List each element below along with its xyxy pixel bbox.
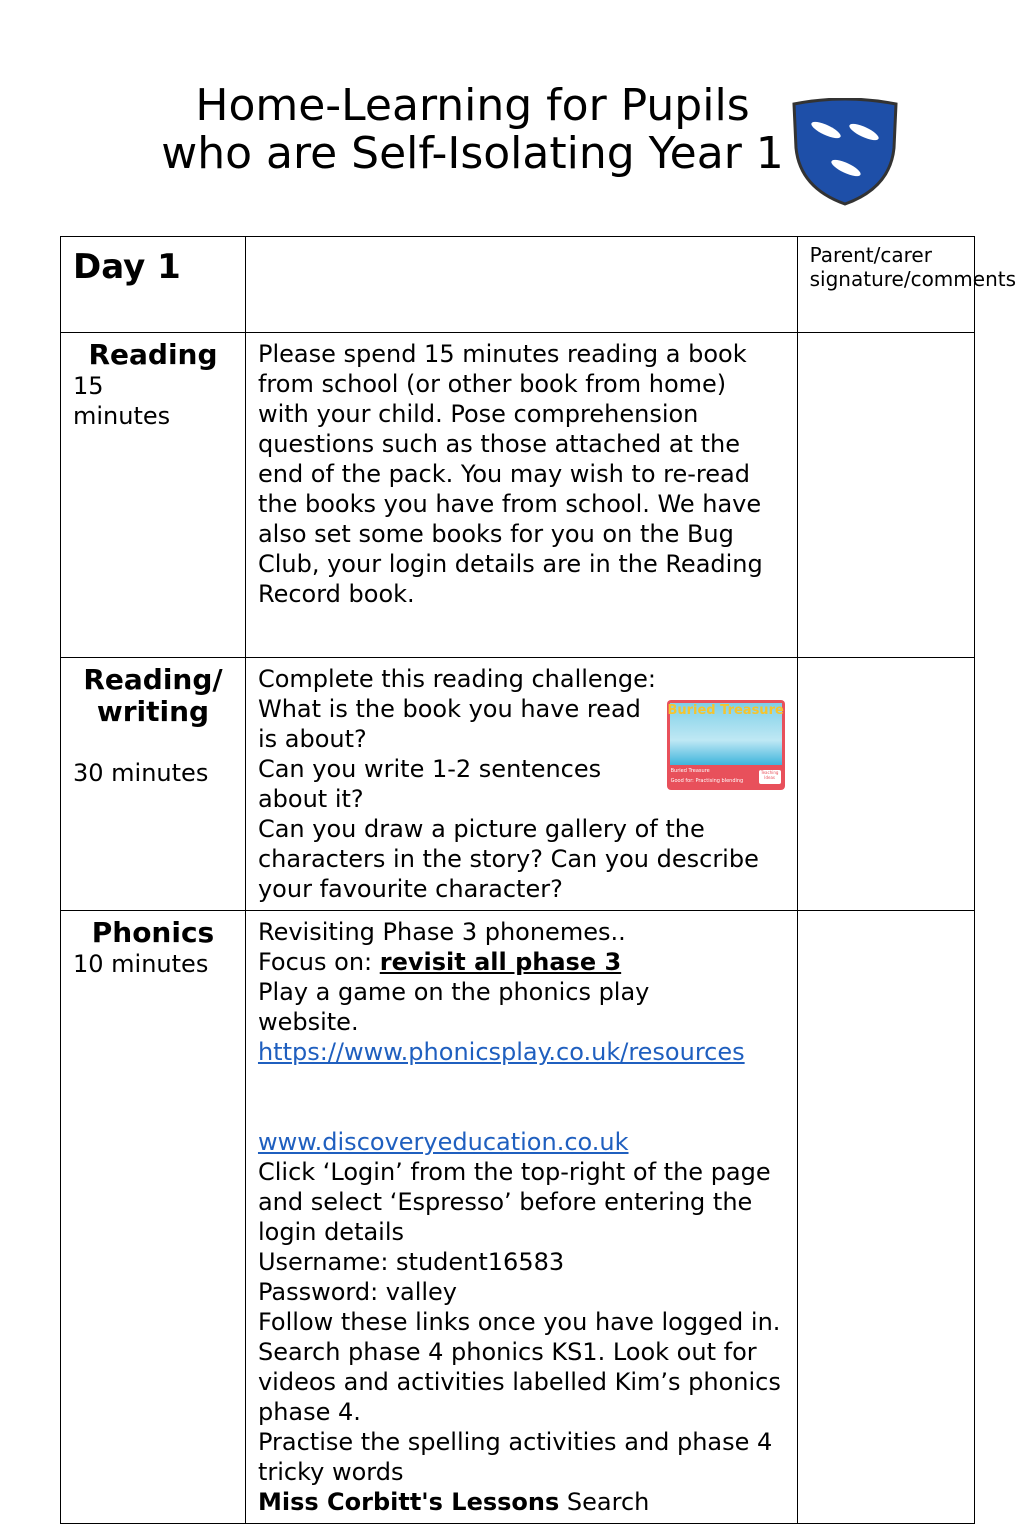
subject-cell-phonics bbox=[61, 911, 246, 1524]
duration: 10 minutes bbox=[73, 950, 209, 978]
lesson-name: Miss Corbitt's Lessons bbox=[257, 1488, 560, 1516]
subject-name: Reading bbox=[88, 338, 218, 371]
task-line: Can you write 1-2 sentences about it? bbox=[257, 755, 602, 813]
home-learning-table bbox=[60, 236, 1017, 1524]
task-reading: Please spend 15 minutes reading a book from school (or other book from home) with your child. Pose comprehension questions such as those attached at the end of the pack. You may wish to re-read the books you have from school. We have also set some books for you on the Bug Club, your login details are in the Reading Record book. bbox=[245, 333, 797, 658]
task-line: Revisiting Phase 3 phonemes.. bbox=[257, 918, 626, 946]
day-heading: Day 1 bbox=[61, 237, 246, 333]
phonicsplay-link[interactable]: https://www.phonicsplay.co.uk/resources bbox=[257, 1038, 745, 1066]
focus-label: Focus on: bbox=[257, 948, 380, 976]
thumbnail-title: Buried Treasure bbox=[667, 703, 784, 718]
task-phonics bbox=[245, 911, 797, 1524]
comment-cell[interactable] bbox=[797, 658, 974, 911]
duration: 30 minutes bbox=[73, 759, 209, 787]
focus-value: revisit all phase 3 bbox=[379, 948, 622, 976]
header-empty-cell bbox=[245, 237, 797, 333]
subject-name: Reading/ writing bbox=[83, 663, 223, 728]
discoveryeducation-link[interactable]: www.discoveryeducation.co.uk bbox=[257, 1128, 629, 1156]
teaching-ideas-button[interactable]: Teaching Ideas bbox=[759, 770, 781, 784]
task-line: Practise the spelling activities and phase 4 tricky words bbox=[257, 1428, 773, 1486]
username-text: Username: student16583 bbox=[257, 1248, 565, 1276]
school-crest-logo bbox=[790, 98, 900, 206]
task-line: What is the book you have read is about? bbox=[257, 695, 641, 753]
thumbnail-subcaption: Good for: Practising blending bbox=[670, 778, 744, 784]
task-reading-writing bbox=[245, 658, 797, 911]
task-line: Follow these links once you have logged in. Search phase 4 phonics KS1. Look out for videos and activities labelled Kim’s phonics phase 4. bbox=[257, 1308, 781, 1426]
subject-cell-reading bbox=[61, 333, 246, 658]
duration: 15 minutes bbox=[73, 372, 171, 430]
buried-treasure-thumbnail[interactable] bbox=[667, 700, 785, 790]
task-line: Play a game on the phonics play website. bbox=[257, 978, 650, 1036]
parent-comments-heading: Parent/carer signature/comments bbox=[797, 237, 974, 333]
task-line: Complete this reading challenge: bbox=[257, 665, 656, 693]
task-line: Search bbox=[559, 1488, 650, 1516]
password-text: Password: valley bbox=[257, 1278, 457, 1306]
thumbnail-caption: Buried Treasure bbox=[670, 768, 710, 774]
task-line: Can you draw a picture gallery of the characters in the story? Can you describe your favourite character? bbox=[257, 815, 759, 903]
comment-cell[interactable] bbox=[797, 333, 974, 658]
subject-name: Phonics bbox=[91, 916, 215, 949]
page-title: Home-Learning for Pupils who are Self-Isolating Year 1 bbox=[161, 80, 784, 179]
task-line: Click ‘Login’ from the top-right of the page and select ‘Espresso’ before entering the login details bbox=[257, 1158, 771, 1246]
comment-cell[interactable] bbox=[797, 911, 974, 1524]
subject-cell-reading-writing bbox=[61, 658, 246, 911]
